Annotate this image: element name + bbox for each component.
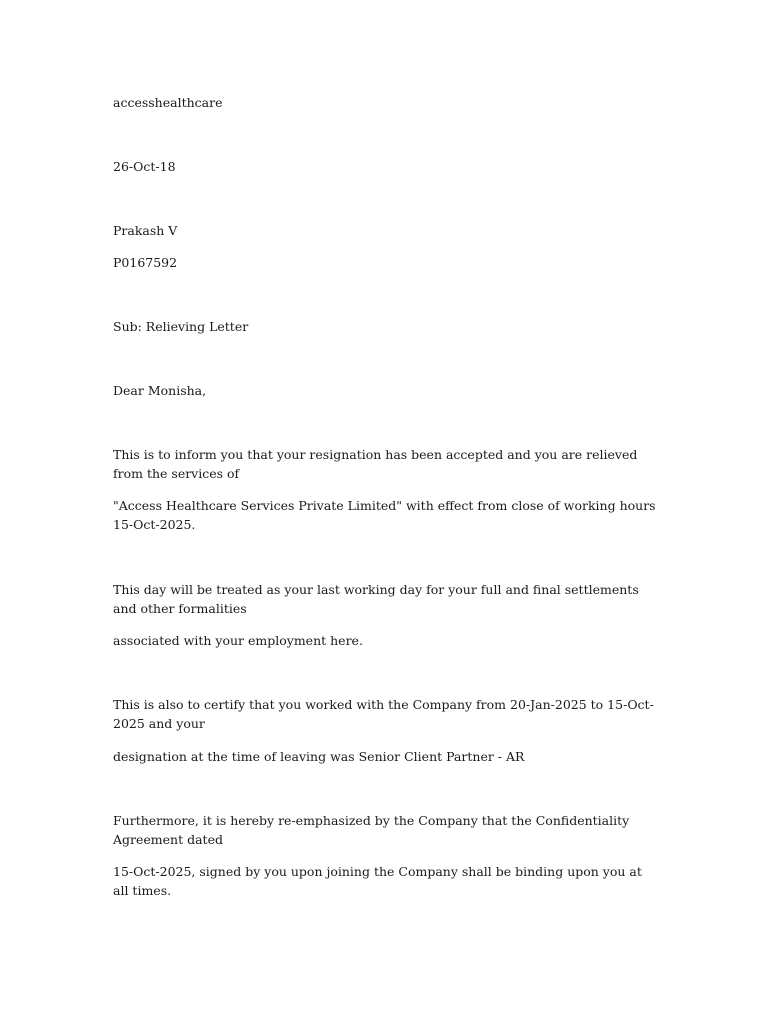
company-name: accesshealthcare (113, 95, 223, 110)
paragraph: 15-Oct-2025, signed by you upon joining the Company shall be binding upon you at all times. (113, 864, 642, 898)
paragraph: "Access Healthcare Services Private Limited" with effect from close of working hours 15-Oct-2025. (113, 498, 656, 532)
letter-date: 26-Oct-18 (113, 159, 176, 174)
employee-id: P0167592 (113, 255, 178, 270)
paragraph: This day will be treated as your last working day for your full and final settlements and other formalities (113, 582, 639, 616)
employee-name: Prakash V (113, 223, 178, 238)
paragraph: associated with your employment here. (113, 633, 363, 648)
paragraph: designation at the time of leaving was Senior Client Partner - AR (113, 749, 525, 764)
paragraph: Furthermore, it is hereby re-emphasized by the Company that the Confidentiality Agreement dated (113, 813, 630, 847)
paragraph: This is to inform you that your resignation has been accepted and you are relieved from the services of (113, 447, 638, 481)
letter-subject: Sub: Relieving Letter (113, 319, 249, 334)
salutation: Dear Monisha, (113, 383, 207, 398)
paragraph: This is also to certify that you worked with the Company from 20-Jan-2025 to 15-Oct-2025 and your (113, 697, 654, 731)
